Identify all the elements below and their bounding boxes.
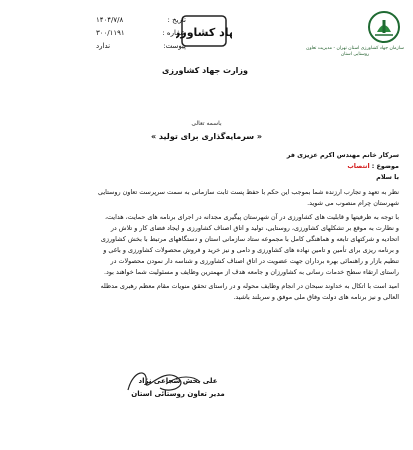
body-line: و نظارت به موقع بر تشکلهای کشاورزی، روستایی، تولید و اتاق اصناف کشاورزی و ایجاد فضای کار و تلاش در [110,224,399,232]
org-logo-text: سازمان جهاد کشاورزی استان تهران - مدیریت تعاون روستایی استان [306,46,404,57]
org-logo [305,6,405,66]
signature-title: مدیر تعاون روستائی استان [131,390,225,398]
signature-name: علی بخش شجاعی نژاد [138,377,218,385]
subject-label: موضوع : [371,162,399,170]
bism-heading: باسمه تعالی [191,120,222,127]
slogan: « سرمایه‌گذاری برای تولید » [150,132,263,141]
body-line: امید است با اتکال به خداوند سبحان در انجام وظایف محوله و در راستای تحقق منویات مقام معظم رهبری مدظله [100,282,399,290]
body-line: با توجه به ظرفیتها و قابلیت های کشاورزی در آن شهرستان پیگیری مجدانه در اجرای برنامه های حمایت، هدایت، [104,213,399,221]
date-label: تاریخ : [167,16,186,24]
greeting: با سلام [376,173,399,181]
letter-meta [96,14,186,53]
number-label: شماره : [162,29,186,37]
body-line: راستای ارتقاء سطح خدمات رسانی به کشاورزان و جامعه هدف از مهمترین وظایف و مسئولیت شما خواهند بود. [103,268,399,276]
body-line: تنظیم بازار و راهنمائی بهره برداران جهت عضویت در اتاق اصناف کشاورزی و شناسه دار نمودن محصولات در [110,257,399,265]
org-emblem-icon [367,10,401,44]
ministry-name: وزارت جهاد کشاورزی [161,66,248,75]
body-line: نظر به تعهد و تجارب ارزنده شما بموجب این حکم با حفظ پست ثابت سازمانی به سمت سرپرست تعاون روستایی [98,188,399,196]
body-line: اتحادیه و شرکتهای تابعه و هماهنگی کامل با مجموعه ستاد سازمانی استان و دستگاههای مرتبط با بخش کشاورزی [100,235,399,243]
body-line: العالی و نیز برنامه های دولت وفاق ملی موفق و سربلند باشید. [233,293,399,301]
date-value: ۱۴۰۴/۷/۸ [96,16,124,24]
subject-value: انتصاب [347,162,370,170]
body-line: شهرستان چرام منصوب می شوید. [307,199,399,207]
attachment-label: پیوست: [163,42,186,50]
recipient: سرکار خانم مهندس اکرم عزیزی فر [286,151,399,159]
attachment-value: ندارد [96,42,111,50]
body-line: و برنامه ریزی برای تأمین و تامین نهاده های کشاورزی و دامی و نیز خرید و فروش محصولات کشاورزی و باغی و [103,246,399,254]
ministry-logo-text: اد کشاورز [176,26,229,39]
subject-line [14,161,399,172]
number-value: ۳۰۰/۱۱۹۱ [96,29,125,37]
